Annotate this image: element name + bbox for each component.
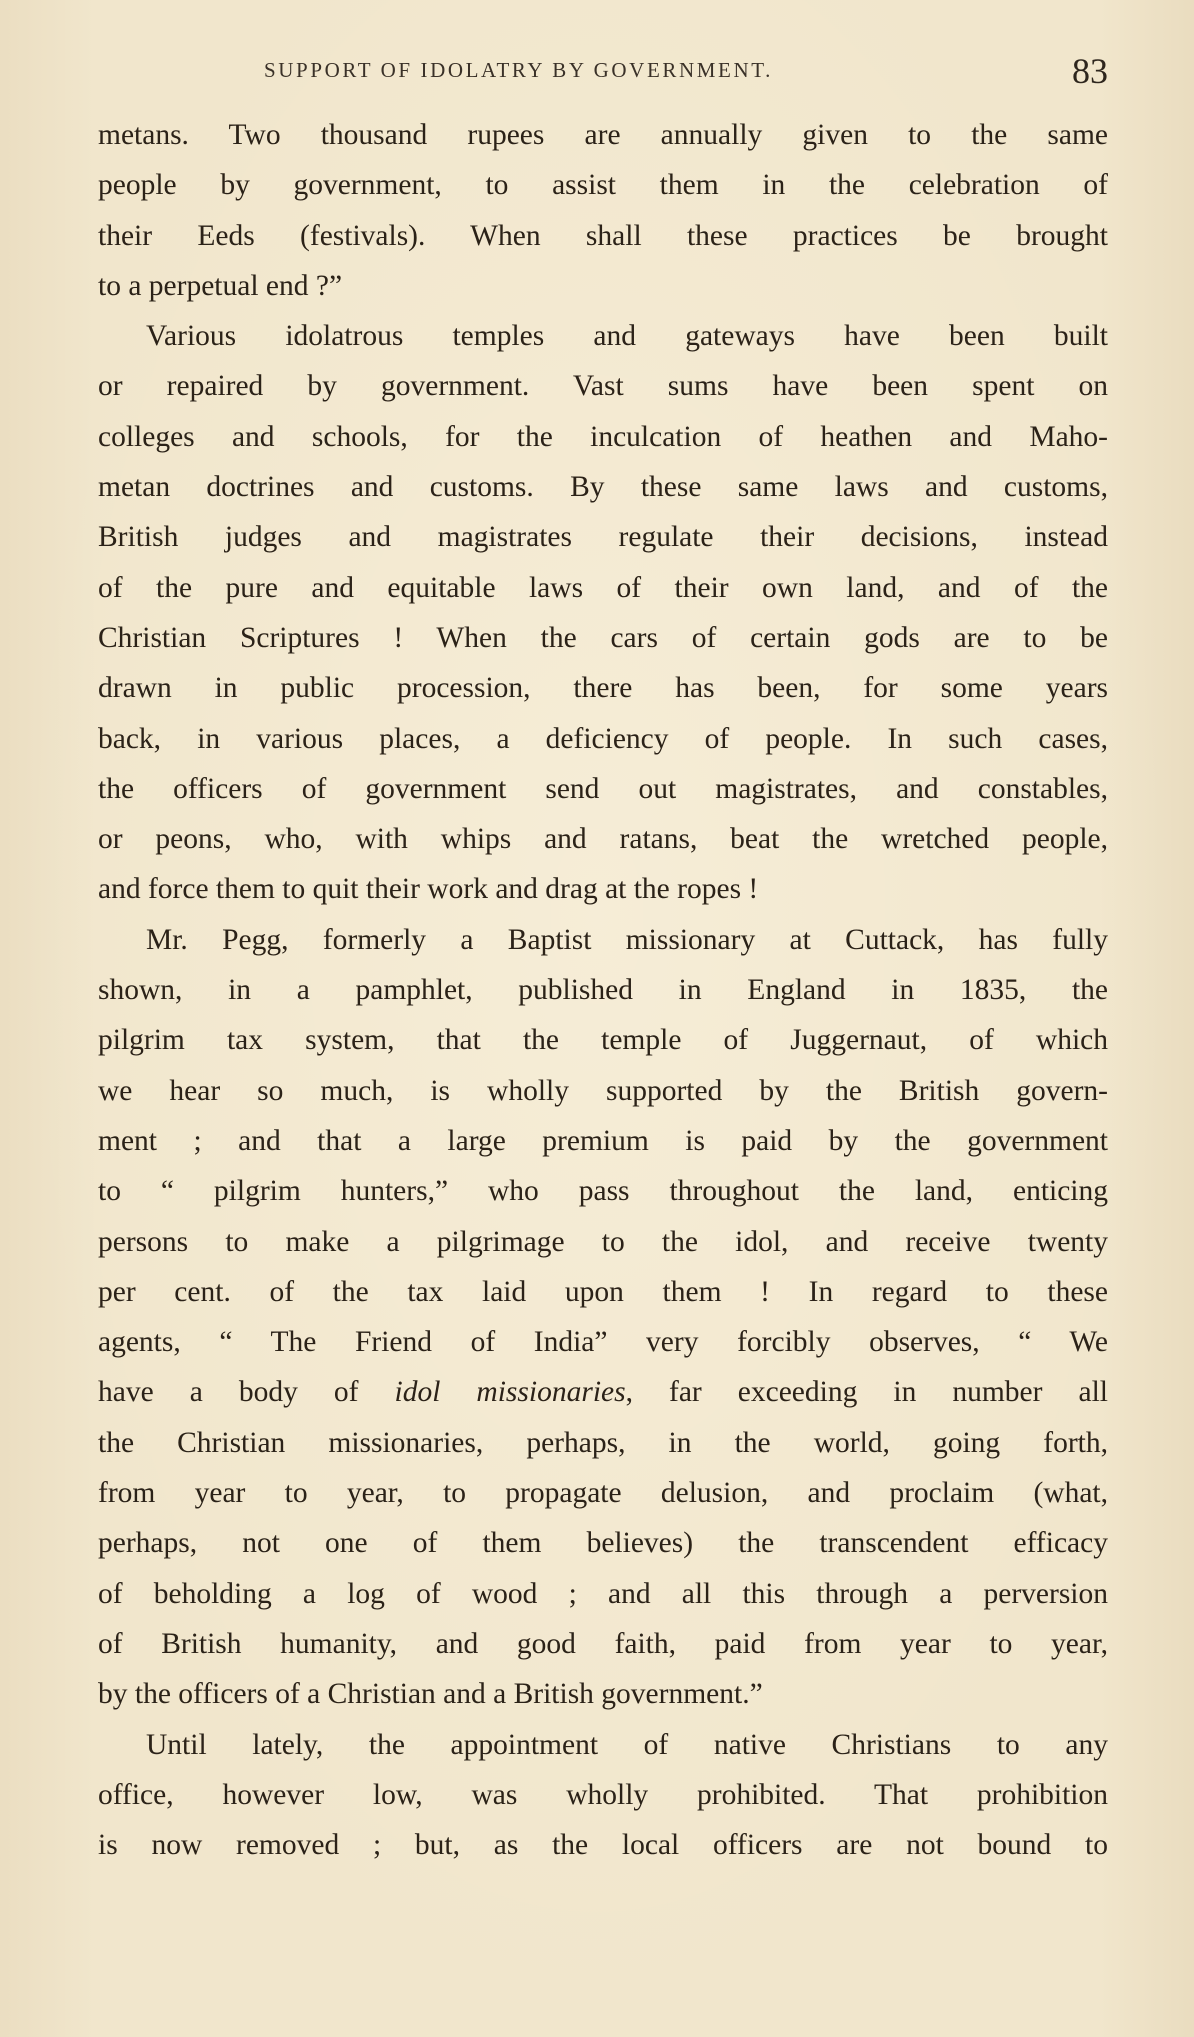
text-line: per cent. of the tax laid upon them ! In regard to these: [98, 1275, 1108, 1308]
paragraph-first-line: Until lately, the appointment of native Christians to any: [146, 1728, 1108, 1761]
paragraph-first-line: Various idolatrous temples and gateways have been built: [146, 320, 1108, 353]
text-line: of British humanity, and good faith, paid from year to year,: [98, 1627, 1108, 1660]
text-line: back, in various places, a deficiency of people. In such cases,: [98, 722, 1108, 755]
text-line: or repaired by government. Vast sums have been spent on: [98, 370, 1108, 403]
text-line: office, however low, was wholly prohibited. That prohibition: [98, 1778, 1108, 1811]
text-line: to a perpetual end ?”: [98, 269, 343, 302]
paragraph-first-line: Mr. Pegg, formerly a Baptist missionary at Cuttack, has fully: [146, 923, 1108, 956]
text-line: or peons, who, with whips and ratans, beat the wretched people,: [98, 823, 1108, 856]
text-line: we hear so much, is wholly supported by the British govern-: [98, 1074, 1108, 1107]
text-line: the officers of government send out magistrates, and constables,: [98, 772, 1108, 805]
body-text: [98, 110, 1108, 1870]
text-line: people by government, to assist them in the celebration of: [98, 169, 1108, 202]
text-line: Christian Scriptures ! When the cars of certain gods are to be: [98, 621, 1108, 654]
text-line: ment ; and that a large premium is paid by the government: [98, 1124, 1108, 1157]
text-line: drawn in public procession, there has been, for some years: [98, 672, 1108, 705]
text-line: pilgrim tax system, that the temple of Juggernaut, of which: [98, 1024, 1108, 1057]
text-line: the Christian missionaries, perhaps, in the world, going forth,: [98, 1426, 1108, 1459]
text-line: agents, “ The Friend of India” very forcibly observes, “ We: [98, 1326, 1108, 1359]
text-line: by the officers of a Christian and a British government.”: [98, 1678, 763, 1711]
text-line: is now removed ; but, as the local officers are not bound to: [98, 1829, 1108, 1862]
text-line: of beholding a log of wood ; and all this through a perversion: [98, 1577, 1108, 1610]
text-line: from year to year, to propagate delusion, and proclaim (what,: [98, 1477, 1108, 1510]
running-head: [98, 50, 1108, 90]
text-line: perhaps, not one of them believes) the transcendent efficacy: [98, 1527, 1108, 1560]
text-line: shown, in a pamphlet, published in England in 1835, the: [98, 974, 1108, 1007]
text-line: persons to make a pilgrimage to the idol, and receive twenty: [98, 1225, 1108, 1258]
text-line: of the pure and equitable laws of their own land, and of the: [98, 571, 1108, 604]
text-line-with-italic: [98, 1367, 1108, 1417]
text-line: metan doctrines and customs. By these same laws and customs,: [98, 471, 1108, 504]
text-line: and force them to quit their work and drag at the ropes !: [98, 873, 759, 906]
italic-phrase: idol missionaries: [394, 1376, 626, 1409]
text-line: British judges and magistrates regulate their decisions, instead: [98, 521, 1108, 554]
running-title: SUPPORT OF IDOLATRY BY GOVERNMENT.: [264, 58, 773, 82]
text-line: metans. Two thousand rupees are annually given to the same: [98, 119, 1108, 151]
text-run: , far exceeding in number all: [625, 1376, 1108, 1409]
text-line: their Eeds (festivals). When shall these practices be brought: [98, 219, 1108, 252]
page-number: 83: [1072, 51, 1108, 91]
text-line: to “ pilgrim hunters,” who pass throughout the land, enticing: [98, 1175, 1108, 1208]
text-line: colleges and schools, for the inculcation of heathen and Maho-: [98, 420, 1108, 453]
text-run: have a body of: [98, 1376, 395, 1409]
